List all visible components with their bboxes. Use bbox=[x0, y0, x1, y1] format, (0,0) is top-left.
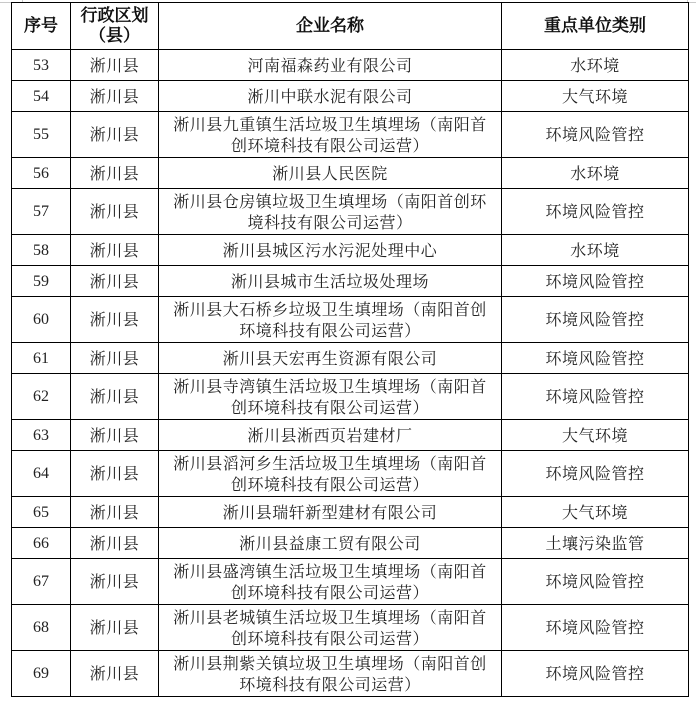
row-category: 环境风险管控 bbox=[502, 651, 689, 697]
row-category: 环境风险管控 bbox=[502, 451, 689, 497]
row-county: 淅川县 bbox=[71, 266, 159, 297]
name-line1: 淅川县九重镇生活垃圾卫生填埋场（南阳首 bbox=[173, 114, 487, 134]
row-enterprise-name bbox=[159, 559, 502, 605]
name-line1: 淅川县盛湾镇生活垃圾卫生填埋场（南阳首 bbox=[173, 561, 487, 581]
name-line1: 淅川县益康工贸有限公司 bbox=[239, 533, 421, 553]
table-row bbox=[12, 112, 689, 158]
row-enterprise-name bbox=[159, 50, 502, 81]
name-line1: 淅川县老城镇生活垃圾卫生填埋场（南阳首 bbox=[173, 607, 487, 627]
row-enterprise-name bbox=[159, 343, 502, 374]
row-county: 淅川县 bbox=[71, 50, 159, 81]
key-pollutant-units-table bbox=[11, 2, 689, 697]
row-category: 水环境 bbox=[502, 158, 689, 189]
table-row bbox=[12, 266, 689, 297]
row-county: 淅川县 bbox=[71, 451, 159, 497]
row-enterprise-name bbox=[159, 497, 502, 528]
row-enterprise-name bbox=[159, 235, 502, 266]
row-enterprise-name bbox=[159, 420, 502, 451]
name-line1: 淅川县大石桥乡垃圾卫生填埋场（南阳首创 bbox=[173, 299, 487, 319]
name-line1: 河南福森药业有限公司 bbox=[247, 55, 413, 75]
name-line2: 环境科技有限公司运营） bbox=[239, 674, 421, 694]
row-county: 淅川县 bbox=[71, 374, 159, 420]
row-serial-number: 55 bbox=[12, 112, 71, 158]
row-county: 淅川县 bbox=[71, 497, 159, 528]
name-line2: 创环境科技有限公司运营） bbox=[230, 628, 429, 648]
row-enterprise-name bbox=[159, 297, 502, 343]
row-enterprise-name bbox=[159, 374, 502, 420]
name-line1: 淅川县人民医院 bbox=[272, 163, 388, 183]
name-line1: 淅川县荆紫关镇垃圾卫生填埋场（南阳首创 bbox=[173, 653, 487, 673]
row-serial-number: 66 bbox=[12, 528, 71, 559]
table-row bbox=[12, 451, 689, 497]
name-line2: 创环境科技有限公司运营） bbox=[230, 135, 429, 155]
row-serial-number: 68 bbox=[12, 605, 71, 651]
row-county: 淅川县 bbox=[71, 605, 159, 651]
row-county: 淅川县 bbox=[71, 559, 159, 605]
header-division-line1: 行政区划 bbox=[80, 6, 149, 26]
table-row bbox=[12, 158, 689, 189]
name-line2: 创环境科技有限公司运营） bbox=[230, 397, 429, 417]
row-enterprise-name bbox=[159, 528, 502, 559]
row-category: 大气环境 bbox=[502, 81, 689, 112]
row-category: 大气环境 bbox=[502, 420, 689, 451]
row-county: 淅川县 bbox=[71, 651, 159, 697]
name-line1: 淅川县城区污水污泥处理中心 bbox=[222, 240, 438, 260]
row-county: 淅川县 bbox=[71, 158, 159, 189]
row-county: 淅川县 bbox=[71, 343, 159, 374]
row-county: 淅川县 bbox=[71, 420, 159, 451]
name-line2: 创环境科技有限公司运营） bbox=[230, 474, 429, 494]
table-row bbox=[12, 235, 689, 266]
row-category: 环境风险管控 bbox=[502, 343, 689, 374]
name-line1: 淅川县寺湾镇生活垃圾卫生填埋场（南阳首 bbox=[173, 376, 487, 396]
table-header-row bbox=[12, 3, 689, 50]
name-line1: 淅川县城市生活垃圾处理场 bbox=[230, 271, 429, 291]
name-line1: 淅川县瑞轩新型建材有限公司 bbox=[222, 502, 438, 522]
row-enterprise-name bbox=[159, 605, 502, 651]
row-category: 环境风险管控 bbox=[502, 112, 689, 158]
row-serial-number: 57 bbox=[12, 189, 71, 235]
row-category: 环境风险管控 bbox=[502, 605, 689, 651]
row-category: 环境风险管控 bbox=[502, 189, 689, 235]
header-key-unit-category: 重点单位类别 bbox=[502, 3, 689, 50]
table-body bbox=[12, 50, 689, 697]
table-row bbox=[12, 50, 689, 81]
row-category: 环境风险管控 bbox=[502, 266, 689, 297]
row-enterprise-name bbox=[159, 158, 502, 189]
row-serial-number: 59 bbox=[12, 266, 71, 297]
table-row bbox=[12, 297, 689, 343]
row-serial-number: 53 bbox=[12, 50, 71, 81]
header-enterprise-name: 企业名称 bbox=[159, 3, 502, 50]
row-enterprise-name bbox=[159, 451, 502, 497]
row-enterprise-name bbox=[159, 112, 502, 158]
row-serial-number: 62 bbox=[12, 374, 71, 420]
row-category: 环境风险管控 bbox=[502, 559, 689, 605]
row-category: 环境风险管控 bbox=[502, 374, 689, 420]
row-serial-number: 63 bbox=[12, 420, 71, 451]
row-serial-number: 58 bbox=[12, 235, 71, 266]
table-row bbox=[12, 374, 689, 420]
header-administrative-division bbox=[71, 3, 159, 50]
table-row bbox=[12, 559, 689, 605]
name-line2: 环境科技有限公司运营） bbox=[239, 320, 421, 340]
row-county: 淅川县 bbox=[71, 528, 159, 559]
row-county: 淅川县 bbox=[71, 297, 159, 343]
row-serial-number: 56 bbox=[12, 158, 71, 189]
table-row bbox=[12, 81, 689, 112]
row-category: 环境风险管控 bbox=[502, 297, 689, 343]
row-serial-number: 69 bbox=[12, 651, 71, 697]
row-county: 淅川县 bbox=[71, 81, 159, 112]
name-line2: 境科技有限公司运营） bbox=[247, 212, 413, 232]
table-row bbox=[12, 651, 689, 697]
row-category: 大气环境 bbox=[502, 497, 689, 528]
row-serial-number: 60 bbox=[12, 297, 71, 343]
table-row bbox=[12, 605, 689, 651]
row-serial-number: 65 bbox=[12, 497, 71, 528]
table-row bbox=[12, 528, 689, 559]
row-county: 淅川县 bbox=[71, 189, 159, 235]
name-line2: 创环境科技有限公司运营） bbox=[230, 582, 429, 602]
header-division-line2: （县） bbox=[89, 26, 140, 46]
row-county: 淅川县 bbox=[71, 235, 159, 266]
name-line1: 淅川中联水泥有限公司 bbox=[247, 86, 413, 106]
table-row bbox=[12, 497, 689, 528]
row-serial-number: 64 bbox=[12, 451, 71, 497]
table-row bbox=[12, 343, 689, 374]
name-line1: 淅川县天宏再生资源有限公司 bbox=[222, 348, 438, 368]
row-enterprise-name bbox=[159, 651, 502, 697]
table-row bbox=[12, 189, 689, 235]
row-category: 土壤污染监管 bbox=[502, 528, 689, 559]
row-serial-number: 54 bbox=[12, 81, 71, 112]
row-category: 水环境 bbox=[502, 235, 689, 266]
row-category: 水环境 bbox=[502, 50, 689, 81]
row-enterprise-name bbox=[159, 189, 502, 235]
table-row bbox=[12, 420, 689, 451]
row-enterprise-name bbox=[159, 81, 502, 112]
row-county: 淅川县 bbox=[71, 112, 159, 158]
row-serial-number: 67 bbox=[12, 559, 71, 605]
name-line1: 淅川县淅西页岩建材厂 bbox=[247, 425, 413, 445]
row-enterprise-name bbox=[159, 266, 502, 297]
name-line1: 淅川县仓房镇垃圾卫生填埋场（南阳首创环 bbox=[173, 191, 487, 211]
row-serial-number: 61 bbox=[12, 343, 71, 374]
name-line1: 淅川县滔河乡生活垃圾卫生填埋场（南阳首 bbox=[173, 453, 487, 473]
header-serial-number: 序号 bbox=[12, 3, 71, 50]
